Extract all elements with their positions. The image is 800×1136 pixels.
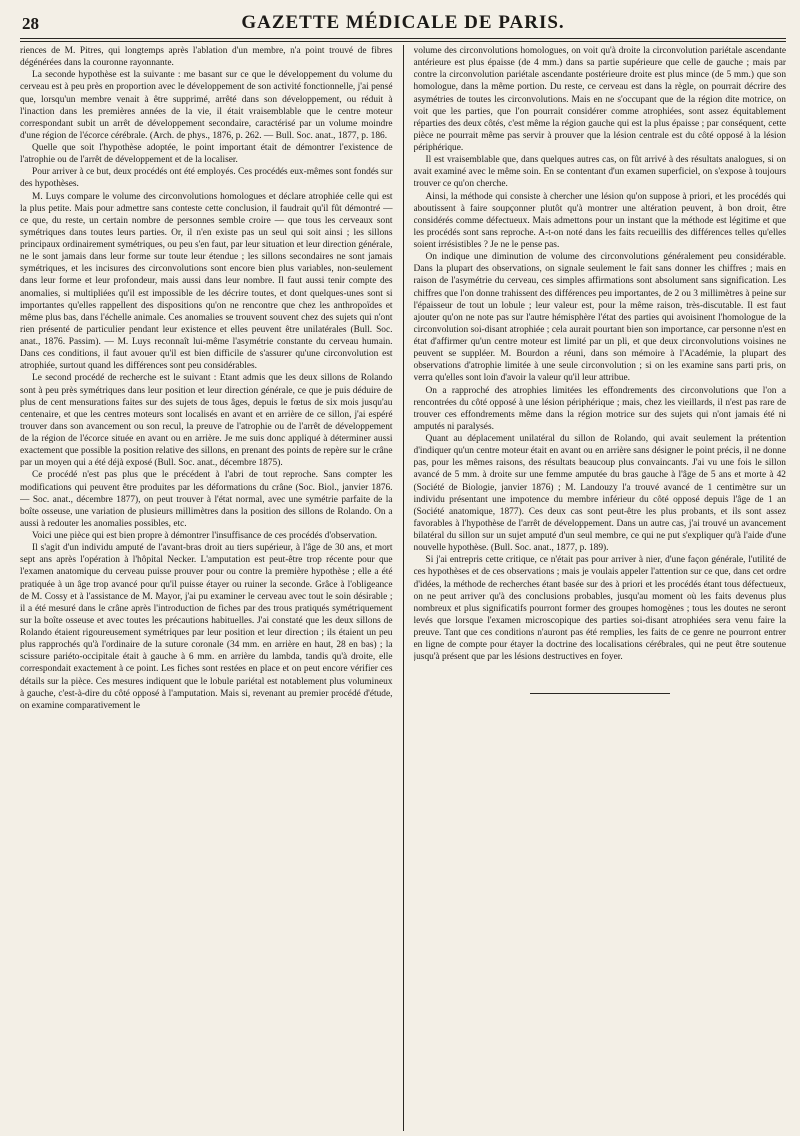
left-column bbox=[20, 45, 393, 1131]
paragraph: Pour arriver à ce but, deux procédés ont été employés. Ces procédés eux-mêmes sont fondés sur des hypothèses. bbox=[20, 167, 393, 190]
paragraph: volume des circonvolutions homologues, on voit qu'à droite la circonvolution pariétale ascendante antérieure est plus épaisse (de 4 mm.) dans sa partie supérieure que celle de gauche ; mais par contre la circonvolution pariétale ascendante postérieure droite est plus mince (de 5 mm.) que son homologue, dans la même portion. Du reste, ce cerveau est dans la règle, on pourrait décrire des asymétries de toutes les circonvolutions. Mais en ne s'occupant que de la région dite motrice, on voit que les parties, que l'on pourrait considérer comme atrophiées, sont assez équitablement réparties des deux côtés, c'est même la région gauche qui est la plus épaisse ; par conséquent, cette pièce ne pourrait même pas servir à prouver que la lésion centrale est du côté opposé à la lésion périphérique. bbox=[413, 46, 786, 153]
header-double-rule bbox=[20, 39, 786, 42]
paragraph: Il est vraisemblable que, dans quelques autres cas, on fût arrivé à des résultats analogues, si on avait examiné avec le même soin. En se contentant d'un examen superficiel, on s'expose à toujours trouver ce qu'on cherche. bbox=[413, 155, 786, 190]
paragraph: Ainsi, la méthode qui consiste à chercher une lésion qu'on suppose à priori, et les procédés qui aboutissent à faire soupçonner plutôt qu'à montrer une altération peuvent, à bon droit, être considérés comme défectueux. Mais admettons pour un instant que la méthode est légitime et que les procédés sont sans reproche. A-t-on noté dans les faits recueillis des différences telles qu'elles soient irrésistibles ? Je ne le pense pas. bbox=[413, 191, 786, 250]
page-header bbox=[20, 0, 786, 39]
paragraph: M. Luys compare le volume des circonvolutions homologues et déclare atrophiée celle qui est la plus petite. Mais pour admettre sans conteste cette conclusion, il faudrait qu'il fût démontré — ce que, du reste, un certain nombre de personnes semble croire — que tous les cerveaux sont symétriques dans toutes leurs parties. Or, il n'en existe pas un seul qui soit ainsi ; les sillons principaux ordinairement symétriques, ou peu s'en faut, par leur situation et leur direction générale, ne le sont jamais dans leur forme sur toute leur étendue ; les sillons secondaires ne sont jamais symétriques, et les incisures des circonvolutions sont encore bien plus variables, non-seulement dans leur forme et leur profondeur, mais aussi dans leur nombre. Il faut aussi tenir compte des anomalies, si multipliées qu'il est impossible de les décrire toutes, et dont quelques-unes sont si importantes qu'elles rappellent des dispositions qu'on ne rencontre que chez les anthropoïdes et même plus bas, dans l'échelle animale. Ces anomalies se trouvent souvent chez des sujets qui n'ont rien présenté de particulier pendant leur existence et elles peuvent être unilatérales (Bull. Soc. anat., 1876. Passim). — M. Luys reconnaît lui-même l'asymétrie constante du cerveau humain. Dans ces conditions, il faut avouer qu'il est bien difficile de s'assurer qu'une circonvolution est atrophiée, surtout quand les différences sont peu considérables. bbox=[20, 191, 393, 372]
paragraph: Voici une pièce qui est bien propre à démontrer l'insuffisance de ces procédés d'observation. bbox=[32, 531, 378, 541]
paragraph: Si j'ai entrepris cette critique, ce n'était pas pour arriver à nier, d'une façon générale, l'utilité de ces hypothèses et de ces observations ; mais je voulais appeler l'attention sur ce que, dans cet ordre d'idées, la méthode de recherches étant basée sur des à priori et les procédés étant tous défectueux, on ne peut arriver qu'à des conclusions probables, jusqu'au moment où les faits devenus plus nombreux et plus significatifs pourront former des groupes homogènes ; tous les doutes ne seront levés que lorsque l'examen microscopique des parties soi-disant atrophiées sera venu faire la preuve. Tant que ces conditions n'auront pas été remplies, les faits de ce genre ne pourront entrer en ligne de compte pour étayer la doctrine des localisations cérébrales, qui ne peut être soutenue jusqu'à présent que par les lésions destructives en foyer. bbox=[413, 555, 786, 663]
column-divider bbox=[403, 45, 404, 1131]
paragraph: Quant au déplacement unilatéral du sillon de Rolando, qui avait seulement la prétention d'indiquer qu'un centre moteur était en avant ou en arrière sans désigner le point précis, il ne donne pas, pour les mêmes raisons, des résultats beaucoup plus convaincants. J'ai vu une fois le sillon avancé de 5 mm. à droite sur une femme amputée du bras gauche à l'âge de 5 ans et morte à 42 (Société de Biologie, janvier 1876) ; M. Landouzy l'a trouvé avancé de 1 centimètre sur un individu présentant une impotence du membre inférieur du côté opposé depuis l'âge de 1 an (Société anatomique, 1877). Ces deux cas sont peut-être les plus probants, et ils sont assez favorables à l'hypothèse de l'arrêt de développement. Dans un autre cas, j'ai trouvé un avancement bilatéral du sillon sur un sujet amputé d'un seul membre, ce qui ne put s'expliquer qu'à l'aide d'une nouvelle hypothèse. (Bull. Soc. anat., 1877, p. 189). bbox=[413, 434, 786, 554]
paragraph: Il s'agit d'un individu amputé de l'avant-bras droit au tiers supérieur, à l'âge de 30 ans, et mort sept ans après l'opération à l'hôpital Necker. L'amputation est peut-être trop récente pour que l'examen anatomique du cerveau puisse prouver pour ou contre la première hypothèse ; elle a été pratiquée à un âge trop avancé pour qu'il puisse étayer ou ruiner la seconde. Grâce à l'obligeance de M. Cossy et à l'assistance de M. Mayor, j'ai pu examiner le cerveau avec tout le soin désirable ; il a été mesuré dans le crâne après l'introduction de fiches par des trous pratiqués symétriquement sur la boîte osseuse et avec toutes les précautions habituelles. J'ai constaté que les deux sillons de Rolando étaient rigoureusement symétriques par leur position et leur direction ; ils étaient un peu plus rapprochés qu'à l'ordinaire de la suture coronale (34 mm. en arrière en haut, 28 en bas) ; la scissure pariéto-occipitale était à gauche à 6 mm. en arrière du lambda, tandis qu'à droite, elle correspondait exactement à ce point. Les fiches sont restées en place et on peut encore vérifier ces détails sur la pièce. Ces mesures indiquent que le lobule pariétal est notablement plus volumineux à gauche, c'est-à-dire du côté opposé à l'amputation. Mais si, revenant au premier procédé d'étude, on examine comparativement le bbox=[20, 543, 393, 711]
paragraph: On indique une diminution de volume des circonvolutions généralement peu considérable. Dans la plupart des observations, on signale seulement le fait sans donner les chiffres ; mais en raison de l'asymétrie du cerveau, ces simples affirmations sont absolument sans signification. Les chiffres que l'on donne trahissent des différences peu importantes, de 2 ou 3 millimètres à peine sur l'épaisseur de tout un lobule ; leur valeur est, pour la même raison, très-discutable. Il est faut ajouter qu'on ne note pas sur l'autre hémisphère l'état des parties qui avoisinent l'homologue de la circonvolution soi-disant atrophiée ; cela aurait pourtant bien son importance, car personne n'est en état d'affirmer qu'un centre moteur est limité par un pli, et que deux circonvolutions voisines ne peuvent se suppléer. M. Bourdon a réuni, dans son mémoire à l'Académie, la plupart des observations d'atrophie limitée à une seule circonvolution ; si on les examine sans parti pris, on verra qu'elles sont loin d'avoir la valeur qu'il leur attribue. bbox=[413, 252, 786, 384]
paragraph: La seconde hypothèse est la suivante : me basant sur ce que le développement du volume du cerveau est à peu près en proportion avec le développement de son activité fonctionnelle, j'ai pensé que, lorsqu'un membre venait à être supprimé, arrêté dans son développement, ou réduit à l'inaction dans les premières années de la vie, il était vraisemblable que le centre moteur correspondant subit un arrêt de développement secondaire, caractérisé par un volume moindre d'une région de l'écorce cérébrale. (Arch. de phys., 1876, p. 262. — Bull. Soc. anat., 1877, p. 186. bbox=[20, 70, 393, 141]
paragraph: Quelle que soit l'hypothèse adoptée, le point important était de démontrer l'existence de l'atrophie ou de l'arrêt de développement et de la localiser. bbox=[20, 143, 393, 166]
paragraph: Le second procédé de recherche est le suivant : Etant admis que les deux sillons de Rolando sont à peu près symétriques dans leur position et leur direction générale, ce que je puis déduire de plus de cent mensurations faites sur des sujets de tous âges, depuis le fœtus de six mois jusqu'au centenaire, et que les centres moteurs sont localisés en avant et en arrière de ce sillon, j'ai espéré trouver dans son avancement ou son recul, la preuve de l'atrophie ou de l'arrêt de développement de la région de l'écorce située en avant ou en arrière. Je me suis donc appliqué à déterminer aussi exactement que possible la position relative des sillons, en prenant des points de repère sur le crâne par un moyen qui a été déjà exposé (Bull. Soc. anat., décembre 1875). bbox=[20, 373, 393, 469]
paragraph: riences de M. Pitres, qui longtemps après l'ablation d'un membre, n'a point trouvé de fibres dégénérées dans la couronne rayonnante. bbox=[20, 46, 393, 69]
paragraph: On a rapproché des atrophies limitées les effondrements des circonvolutions que l'on a rencontrées du côté opposé à une lésion périphérique ; mais, chez les vieillards, il n'est pas rare de trouver ces effondrements même dans la région motrice sur des sujets qui n'ont jamais été ni amputés ni paralysés. bbox=[413, 385, 786, 432]
page-number: 28 bbox=[22, 14, 39, 33]
end-rule bbox=[530, 693, 670, 694]
right-column bbox=[414, 45, 787, 1131]
journal-title: GAZETTE MÉDICALE DE PARIS. bbox=[241, 12, 565, 33]
paragraph: Ce procédé n'est pas plus que le précédent à l'abri de tout reproche. Sans compter les modifications qui peuvent être produites par les déformations du crâne (Soc. Biol., janvier 1876. — Soc. anat., décembre 1877), on peut trouver à l'état normal, avec une symétrie parfaite de la boîte osseuse, une variation de plusieurs millimètres dans la position des sillons de Rolando. On a aussi à redouter les anomalies possibles, etc. bbox=[20, 470, 393, 529]
text-columns bbox=[20, 45, 786, 1131]
